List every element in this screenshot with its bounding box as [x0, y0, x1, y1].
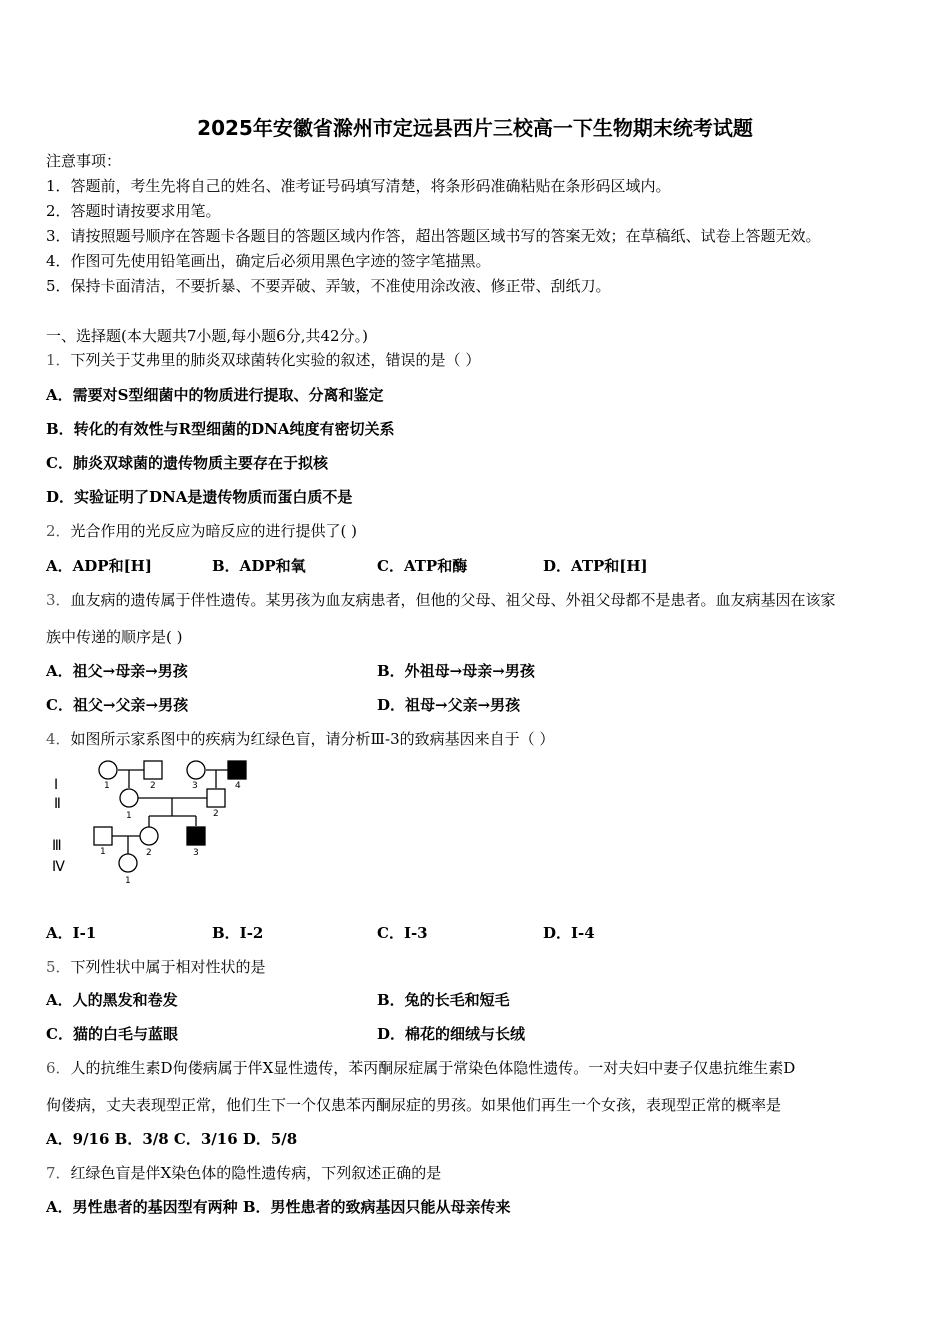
question-1-stem: 下列关于艾弗里的肺炎双球菌转化实验的叙述，错误的是（ ）: [70, 351, 481, 369]
pedigree-num-I-4: 4: [235, 781, 241, 791]
pedigree-III-1-male: [94, 827, 112, 845]
question-1: [46, 350, 480, 370]
q3-option-c: C．祖父→父亲→男孩: [46, 696, 189, 714]
q1-option-b: B．转化的有效性与R型细菌的DNA纯度有密切关系: [46, 420, 395, 438]
question-5: [46, 957, 266, 977]
question-7-number: 7．: [46, 1164, 71, 1182]
q4-option-b: B．Ⅰ-2: [212, 924, 264, 942]
q1-option-d: D．实验证明了DNA是遗传物质而蛋白质不是: [46, 488, 353, 506]
pedigree-III-2-female: [140, 827, 158, 845]
pedigree-num-II-2: 2: [213, 809, 219, 819]
q3-option-a: A．祖父→母亲→男孩: [46, 662, 188, 680]
question-4-stem: 如图所示家系图中的疾病为红绿色盲，请分析Ⅲ-3的致病基因来自于（ ）: [70, 730, 555, 748]
question-7: [46, 1163, 441, 1183]
question-3: [46, 590, 836, 610]
q5-option-d: D．棉花的细绒与长绒: [377, 1025, 526, 1043]
pedigree-II-1-female: [120, 789, 138, 807]
question-1-number: 1．: [46, 351, 71, 369]
question-6-number: 6．: [46, 1059, 71, 1077]
q4-option-a: A．Ⅰ-1: [46, 924, 97, 942]
q2-option-a: A．ADP和[H]: [46, 557, 152, 575]
q5-option-a: A．人的黑发和卷发: [46, 991, 178, 1009]
section-heading: 一、选择题(本大题共7小题,每小题6分,共42分。): [46, 327, 368, 345]
pedigree-num-III-2: 2: [146, 848, 152, 858]
pedigree-num-III-1: 1: [100, 847, 106, 857]
q7-options-ab: A．男性患者的基因型有两种 B．男性患者的致病基因只能从母亲传来: [46, 1198, 511, 1216]
question-5-stem: 下列性状中属于相对性状的是: [70, 958, 266, 976]
question-2-number: 2．: [46, 522, 71, 540]
pedigree-num-I-2: 2: [150, 781, 156, 791]
q4-option-c: C．Ⅰ-3: [377, 924, 428, 942]
pedigree-num-I-3: 3: [192, 781, 198, 791]
q4-option-d: D．Ⅰ-4: [543, 924, 595, 942]
notice-item-5: 5．保持卡面清洁，不要折暴、不要弄破、弄皱，不准使用涂改液、修正带、刮纸刀。: [46, 277, 611, 295]
question-2: [46, 521, 357, 541]
pedigree-I-2-male: [144, 761, 162, 779]
pedigree-num-I-1: 1: [104, 781, 110, 791]
question-5-number: 5．: [46, 958, 71, 976]
notice-item-1: 1．答题前，考生先将自己的姓名、准考证号码填写清楚，将条形码准确粘贴在条形码区域内。: [46, 177, 671, 195]
pedigree-gen-label-III: Ⅲ: [52, 838, 62, 854]
question-7-stem: 红绿色盲是伴X染色体的隐性遗传病，下列叙述正确的是: [70, 1164, 442, 1182]
notice-heading: 注意事项：: [46, 152, 122, 170]
question-3-stem-line2: 族中传递的顺序是( ): [46, 628, 183, 646]
pedigree-I-4-affected-male: [228, 761, 246, 779]
question-6-stem-line1: 人的抗维生素D佝偻病属于伴X显性遗传，苯丙酮尿症属于常染色体隐性遗传。一对夫妇中妻子仅患抗维生素D: [70, 1059, 796, 1077]
q2-option-d: D．ATP和[H]: [543, 557, 648, 575]
question-6: [46, 1058, 795, 1078]
page-title: 2025年安徽省滁州市定远县西片三校高一下生物期末统考试题: [197, 116, 753, 140]
pedigree-num-II-1: 1: [126, 811, 132, 821]
question-6-stem-line2: 佝偻病，丈夫表现型正常，他们生下一个仅患苯丙酮尿症的男孩。如果他们再生一个女孩，表现型正常的概率是: [46, 1096, 782, 1114]
pedigree-gen-label-IV: Ⅳ: [52, 859, 65, 875]
pedigree-diagram: [46, 756, 266, 890]
notice-item-3: 3．请按照题号顺序在答题卡各题目的答题区域内作答，超出答题区域书写的答案无效；在草稿纸、试卷上答题无效。: [46, 227, 821, 245]
pedigree-I-3-female: [187, 761, 205, 779]
pedigree-II-2-male: [207, 789, 225, 807]
notice-item-2: 2．答题时请按要求用笔。: [46, 202, 221, 220]
notice-item-4: 4．作图可先使用铅笔画出，确定后必须用黑色字迹的签字笔描黑。: [46, 252, 491, 270]
question-4: [46, 729, 554, 749]
pedigree-IV-1-female: [119, 854, 137, 872]
question-2-stem: 光合作用的光反应为暗反应的进行提供了( ): [70, 522, 358, 540]
q6-options: A．9/16 B．3/8 C．3/16 D．5/8: [46, 1130, 298, 1148]
pedigree-I-1-female: [99, 761, 117, 779]
q1-option-c: C．肺炎双球菌的遗传物质主要存在于拟核: [46, 454, 328, 472]
q2-option-c: C．ATP和酶: [377, 557, 468, 575]
question-3-number: 3．: [46, 591, 71, 609]
pedigree-gen-label-I: Ⅰ: [54, 777, 59, 793]
q5-option-b: B．兔的长毛和短毛: [377, 991, 510, 1009]
q1-option-a: A．需要对S型细菌中的物质进行提取、分离和鉴定: [46, 386, 384, 404]
pedigree-III-3-affected-male: [187, 827, 205, 845]
q2-option-b: B．ADP和氧: [212, 557, 306, 575]
pedigree-num-IV-1: 1: [125, 876, 131, 886]
question-4-number: 4．: [46, 730, 71, 748]
pedigree-gen-label-II: Ⅱ: [54, 796, 61, 812]
q3-option-d: D．祖母→父亲→男孩: [377, 696, 521, 714]
q5-option-c: C．猫的白毛与蓝眼: [46, 1025, 178, 1043]
q3-option-b: B．外祖母→母亲→男孩: [377, 662, 535, 680]
question-3-stem-line1: 血友病的遗传属于伴性遗传。某男孩为血友病患者，但他的父母、祖父母、外祖父母都不是患者。血友病基因在该家: [70, 591, 836, 609]
pedigree-num-III-3: 3: [193, 848, 199, 858]
